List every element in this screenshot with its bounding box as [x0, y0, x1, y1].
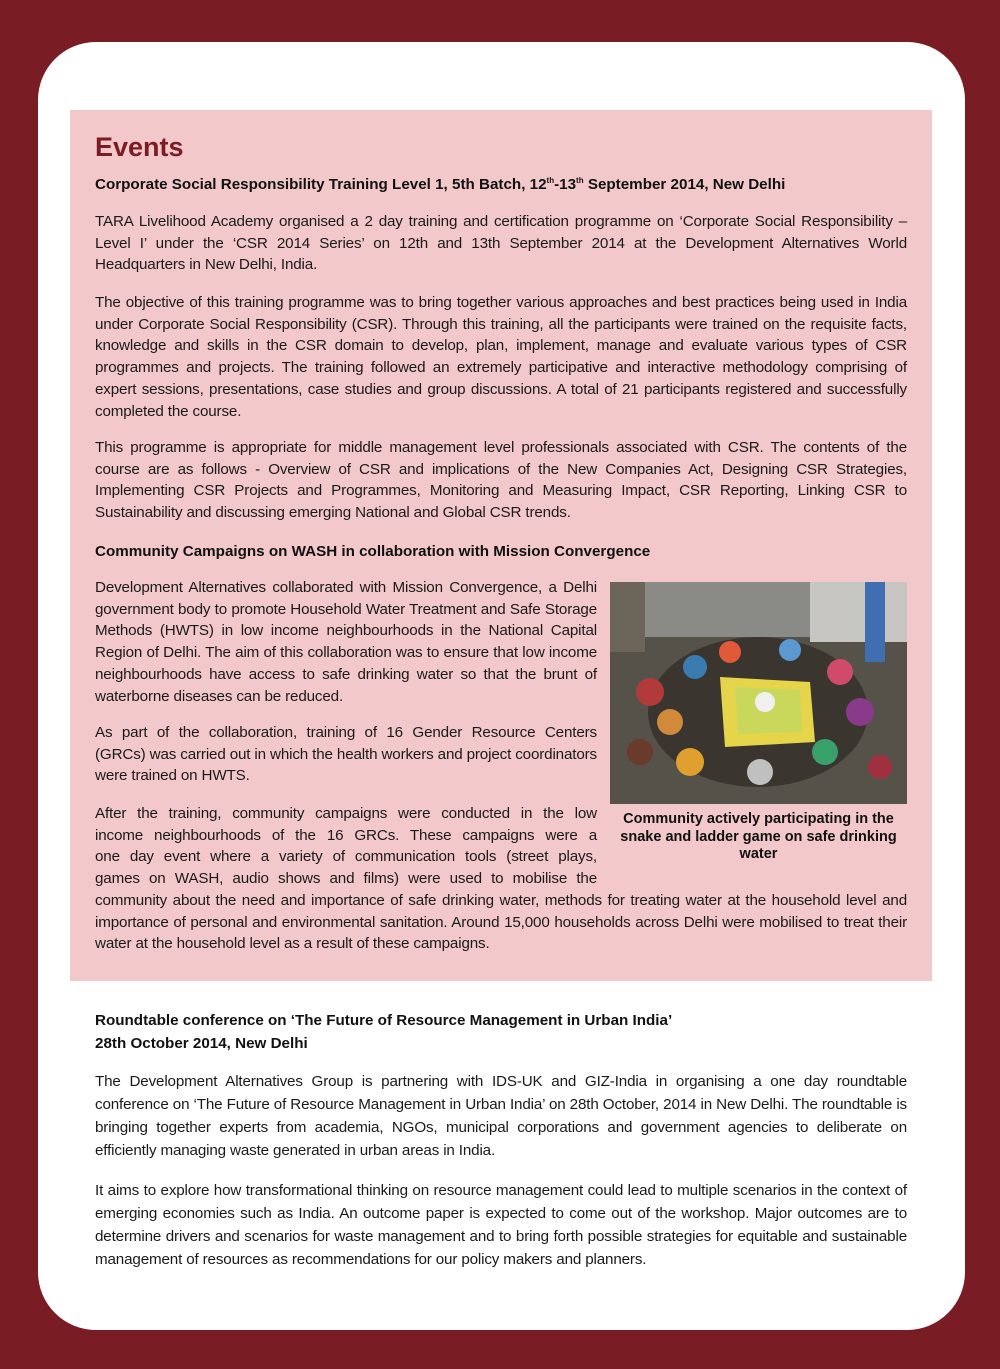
csr-training-heading: Corporate Social Responsibility Training Level 1, 5th Batch, 12th-13th September 2014, New Delhi: [95, 175, 786, 193]
events-section: [70, 110, 932, 981]
section-title: Events: [95, 132, 184, 162]
csr-paragraph-2: The objective of this training programme was to bring together various approaches and best practices being used in India under Corporate Social Responsibility (CSR). Through this training, all the participants were trained on the requisite facts, knowledge and skills in the CSR domain to develop, plan, implement, manage and evaluate various types of CSR programmes and projects. The training followed an extremely participative and interactive methodology comprising of expert sessions, presentations, case studies and group discussions. A total of 21 participants registered and successfully completed the course.: [95, 294, 907, 420]
roundtable-heading: Roundtable conference on ‘The Future of Resource Management in Urban India’ 28th October 2014, New Delhi: [95, 1012, 673, 1052]
roundtable-paragraph-2: It aims to explore how transformational thinking on resource management could lead to multiple scenarios in the context of emerging economies such as India. An outcome paper is expected to come out of the workshop. Major outcomes are to determine drivers and scenarios for waste management and to bring forth possible strategies for equitable and sustainable management of resources as recommendations for our policy makers and planners.: [95, 1182, 907, 1268]
wash-paragraph-3-lines: [95, 803, 597, 890]
wash-paragraph-3-line: games on WASH, audio shows and films) were used to mobilise the: [95, 870, 597, 888]
wash-paragraph-3-line: After the training, community campaigns were conducted in the low: [95, 805, 597, 822]
wash-paragraph-1: Development Alternatives collaborated with Mission Convergence, a Delhi government body to promote Household Water Treatment and Safe Storage Methods (HWTS) in low income neighbourhoods in the National Capital Region of Delhi. The aim of this collaboration was to ensure that low income neighbourhoods have access to safe drinking water so that the brunt of waterborne diseases can be reduced.: [95, 579, 597, 705]
wash-campaign-heading: Community Campaigns on WASH in collaboration with Mission Convergence: [95, 543, 651, 560]
wash-paragraph-3-line: income neighbourhoods of the 16 GRCs. These campaigns were a: [95, 826, 597, 844]
photo-caption: Community actively participating in the snake and ladder game on safe drinking water: [620, 811, 897, 862]
community-game-photo: [610, 582, 907, 804]
csr-paragraph-3: This programme is appropriate for middle management level professionals associated with CSR. The contents of the course are as follows - Overview of CSR and implications of the New Companies Act, Designing CSR Strategies, Implementing CSR Projects and Programmes, Monitoring and Measuring Impact, CSR Reporting, Linking CSR to Sustainability and discussing emerging National and Global CSR trends.: [95, 439, 907, 522]
newsletter-page: [38, 42, 965, 1330]
csr-paragraph-1: TARA Livelihood Academy organised a 2 day training and certification programme on ‘Corporate Social Responsibility – Level I’ under the ‘CSR 2014 Series’ on 12th and 13th September 2014 at the Development Alternatives World Headquarters in New Delhi, India.: [95, 213, 907, 274]
wash-paragraph-3-line: one day event where a variety of communication tools (street plays,: [95, 848, 597, 866]
wash-paragraph-2: As part of the collaboration, training of 16 Gender Resource Centers (GRCs) was carried out in which the health workers and project coordinators were trained on HWTS.: [95, 724, 597, 785]
roundtable-paragraph-1: The Development Alternatives Group is partnering with IDS-UK and GIZ-India in organising a one day roundtable conference on ‘The Future of Resource Management in Urban India’ on 28th October, 2014 in New Delhi. The roundtable is bringing together experts from academia, NGOs, municipal corporations and government agencies to deliberate on efficiently managing waste generated in urban areas in India.: [95, 1073, 907, 1159]
wash-paragraph-3-rest: community about the need and importance of safe drinking water, methods for treating water at the household level and importance of personal and environmental sanitation. Around 15,000 households across Delhi were mobilised to treat their water at the household level as a result of these campaigns.: [95, 892, 907, 953]
